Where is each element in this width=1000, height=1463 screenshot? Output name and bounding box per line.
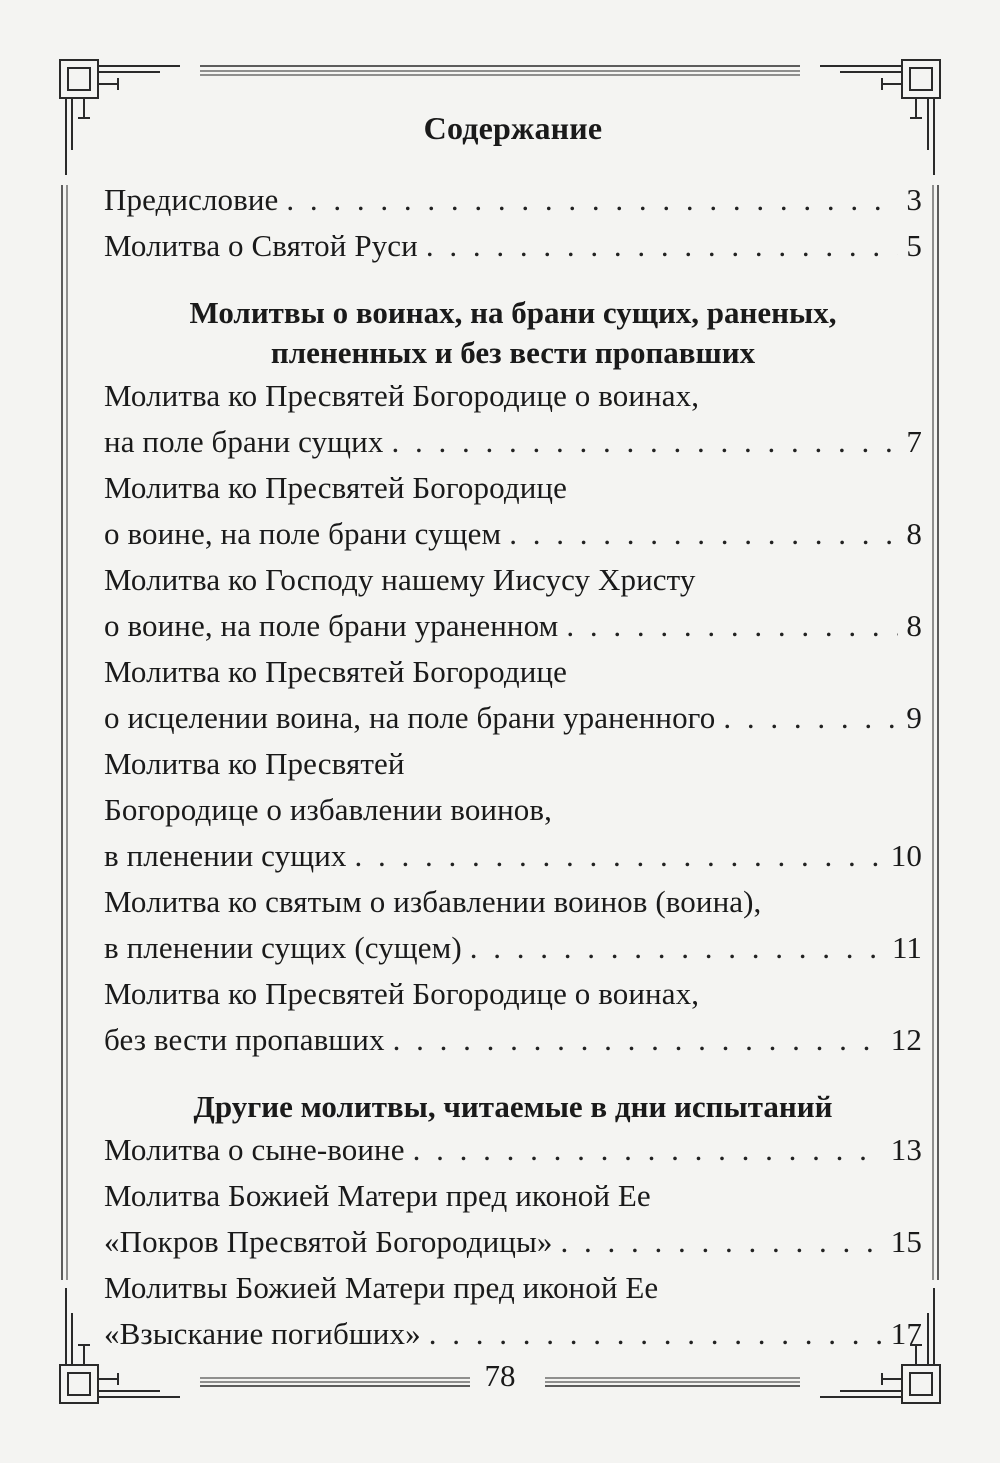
- toc-title: Содержание: [423, 110, 603, 146]
- toc-entry[interactable]: [104, 649, 922, 741]
- toc-page-ref: 17: [890, 1316, 922, 1351]
- toc-entry-title: о воине, на поле брани сущем: [104, 516, 502, 551]
- toc-page-ref: 8: [906, 608, 922, 643]
- toc-page-ref: 10: [890, 838, 922, 873]
- toc-entry-title: на поле брани сущих: [104, 424, 384, 459]
- leader-dots: [393, 1017, 883, 1063]
- leader-dots: [509, 511, 898, 557]
- toc-entry-line: Богородице о избавлении воинов,: [104, 792, 552, 827]
- toc-entry-line: Молитва ко святым о избавлении воинов (воина),: [104, 884, 762, 919]
- toc-page-ref: 5: [906, 228, 922, 263]
- toc-entry-title: Предисловие: [104, 182, 279, 217]
- leader-dots: [355, 833, 883, 879]
- toc-entry-last-line: [104, 1017, 922, 1063]
- toc-entry-last-line: [104, 833, 922, 879]
- section-heading: [104, 293, 922, 373]
- toc-entry-line: Молитва ко Пресвятей: [104, 746, 405, 781]
- toc-entry-title: о исцелении воина, на поле брани ураненного: [104, 700, 716, 735]
- toc-page-ref: 13: [890, 1132, 922, 1167]
- toc-entry-last-line: [104, 925, 922, 971]
- section-heading-line: плененных и без вести пропавших: [270, 335, 756, 370]
- toc-entry-line: Молитвы Божией Матери пред иконой Ее: [104, 1270, 659, 1305]
- toc-page-ref: 11: [891, 930, 922, 965]
- toc-entry[interactable]: [104, 1127, 922, 1173]
- leader-dots: [566, 603, 898, 649]
- leader-dots: [561, 1219, 883, 1265]
- leader-dots: [429, 1311, 883, 1357]
- page-number: 78: [484, 1358, 516, 1393]
- leader-dots: [723, 695, 898, 741]
- toc-entry-last-line: [104, 223, 922, 269]
- section-heading-line: Другие молитвы, читаемые в дни испытаний: [193, 1089, 833, 1124]
- toc-entry-line: Молитва ко Господу нашему Иисусу Христу: [104, 562, 696, 597]
- toc-content: [104, 100, 922, 1357]
- toc-entry[interactable]: [104, 223, 922, 269]
- toc-entry-last-line: [104, 1219, 922, 1265]
- toc-entry-last-line: [104, 1127, 922, 1173]
- toc-entry-last-line: [104, 695, 922, 741]
- toc-entry[interactable]: [104, 557, 922, 649]
- toc-entry-last-line: [104, 419, 922, 465]
- toc-entry-title: Молитва о Святой Руси: [104, 228, 418, 263]
- toc-entry-title: в пленении сущих: [104, 838, 347, 873]
- toc-entry-title: «Покров Пресвятой Богородицы»: [104, 1224, 553, 1259]
- toc-page-ref: 9: [906, 700, 922, 735]
- toc-entry[interactable]: [104, 971, 922, 1063]
- toc-page-ref: 3: [906, 182, 922, 217]
- toc-entry[interactable]: [104, 879, 922, 971]
- toc-page-ref: 8: [906, 516, 922, 551]
- toc-entry-line: Молитва Божией Матери пред иконой Ее: [104, 1178, 651, 1213]
- toc-page-ref: 7: [906, 424, 922, 459]
- toc-page-ref: 12: [890, 1022, 922, 1057]
- leader-dots: [286, 177, 898, 223]
- toc-entry-title: Молитва о сыне-воине: [104, 1132, 405, 1167]
- toc-sections: [104, 293, 922, 1357]
- toc-entry-line: Молитва ко Пресвятей Богородице о воинах,: [104, 378, 700, 413]
- toc-intro-entries: [104, 177, 922, 269]
- leader-dots: [470, 925, 884, 971]
- toc-entry-last-line: [104, 177, 922, 223]
- toc-page-ref: 15: [890, 1224, 922, 1259]
- toc-entry-last-line: [104, 511, 922, 557]
- toc-entry[interactable]: [104, 177, 922, 223]
- toc-entry-line: Молитва ко Пресвятей Богородице о воинах,: [104, 976, 700, 1011]
- toc-entry-line: Молитва ко Пресвятей Богородице: [104, 470, 567, 505]
- toc-entry[interactable]: [104, 741, 922, 879]
- toc-entry[interactable]: [104, 373, 922, 465]
- toc-entry-last-line: [104, 603, 922, 649]
- toc-entry[interactable]: [104, 1265, 922, 1357]
- toc-entry-title: о воине, на поле брани ураненном: [104, 608, 559, 643]
- toc-entry-title: без вести пропавших: [104, 1022, 385, 1057]
- toc-entry[interactable]: [104, 465, 922, 557]
- leader-dots: [391, 419, 898, 465]
- leader-dots: [426, 223, 899, 269]
- leader-dots: [413, 1127, 883, 1173]
- toc-entry-title: в пленении сущих (сущем): [104, 930, 462, 965]
- toc-entry-title: «Взыскание погибших»: [104, 1316, 421, 1351]
- toc-entry-last-line: [104, 1311, 922, 1357]
- section-heading: [104, 1087, 922, 1127]
- toc-entry-line: Молитва ко Пресвятей Богородице: [104, 654, 567, 689]
- toc-entry[interactable]: [104, 1173, 922, 1265]
- section-heading-line: Молитвы о воинах, на брани сущих, раненых,: [189, 295, 837, 330]
